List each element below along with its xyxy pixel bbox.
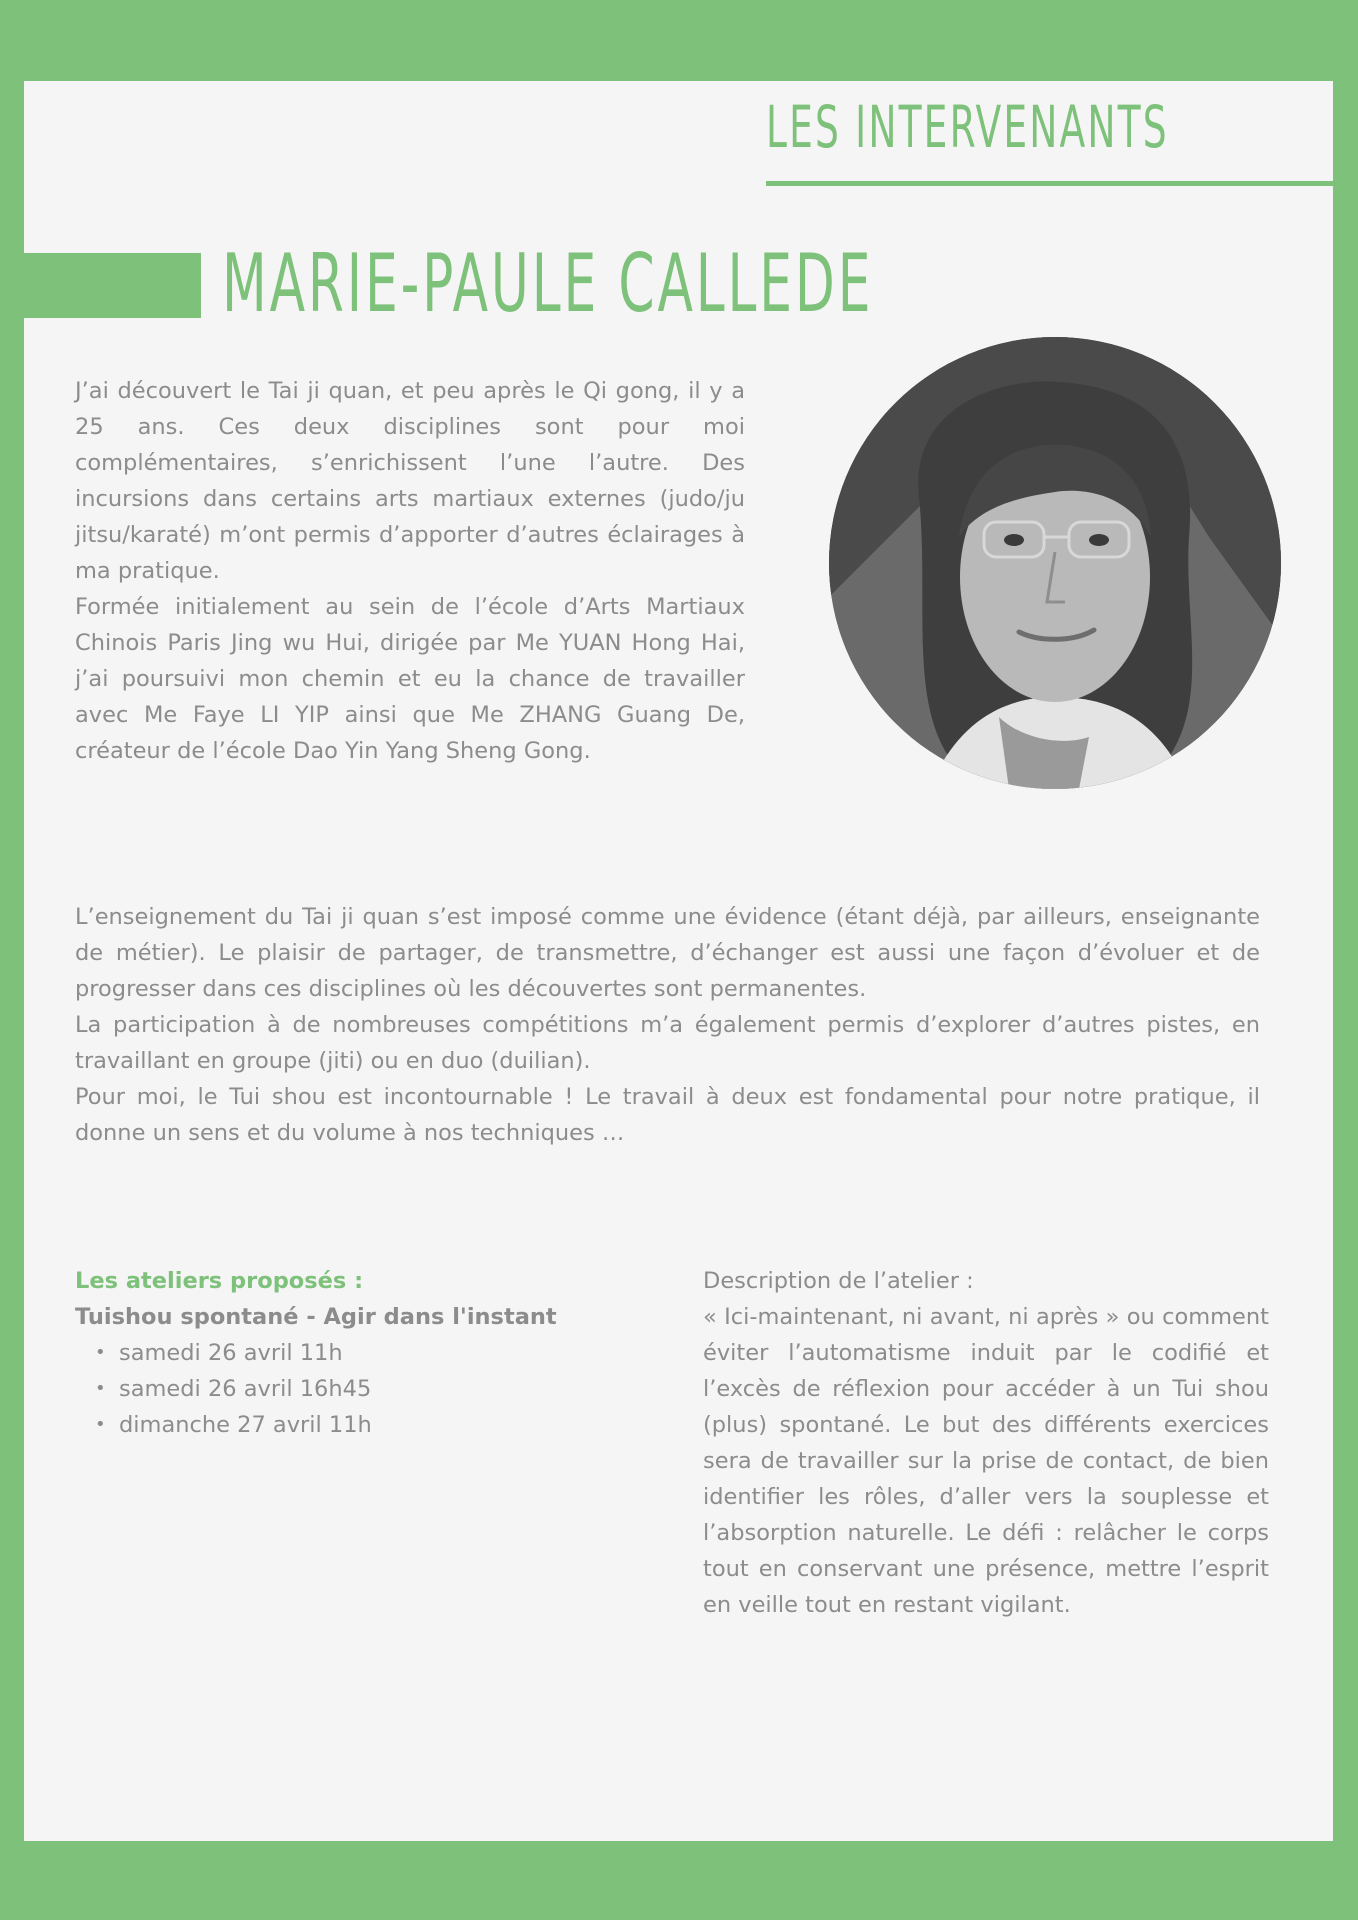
description-label: Description de l’atelier : xyxy=(703,1268,974,1294)
description-text: « Ici-maintenant, ni avant, ni après » ou comment éviter l’automatisme induit par le codifié et l’excès de réflexion pour accéder à un Tui shou (plus) spontané. Le but des différents exercices sera de travailler sur la prise de contact, de bien identifier les rôles, d’aller vers la souplesse et l’absorption naturelle. Le défi : relâcher le corps tout en conservant une présence, mettre l’esprit en veille tout en restant vigilant. xyxy=(703,1304,1269,1618)
session-list xyxy=(75,1335,675,1443)
bio-teaching xyxy=(75,899,1260,1151)
workshops-section xyxy=(75,1263,675,1443)
bio-paragraph: L’enseignement du Tai ji quan s’est imposé comme une évidence (étant déjà, par ailleurs, enseignante de métier). Le plaisir de partager, de transmettre, d’échanger est aussi une façon d’évoluer et de progresser dans ces disciplines où les découvertes sont permanentes. xyxy=(75,904,1260,1002)
person-name: MARIE-PAULE CALLEDE xyxy=(222,237,874,330)
workshop-description xyxy=(703,1263,1269,1623)
workshop-title: Tuishou spontané - Agir dans l'instant xyxy=(75,1304,557,1330)
portrait-illustration xyxy=(829,337,1281,789)
bio-intro xyxy=(75,373,745,769)
page-card xyxy=(24,81,1333,1841)
section-title: LES INTERVENANTS xyxy=(766,93,1169,161)
session-item: • samedi 26 avril 16h45 xyxy=(95,1371,675,1407)
bio-paragraph: La participation à de nombreuses compétitions m’a également permis d’explorer d’autres pistes, en travaillant en groupe (jiti) ou en duo (duilian). xyxy=(75,1012,1260,1074)
portrait-photo xyxy=(829,337,1281,789)
workshops-heading: Les ateliers proposés : xyxy=(75,1268,364,1294)
bio-paragraph: J’ai découvert le Tai ji quan, et peu après le Qi gong, il y a 25 ans. Ces deux disciplines sont pour moi complémentaires, s’enrichissent l’une l’autre. Des incursions dans certains arts martiaux externes (judo/ju jitsu/karaté) m’ont permis d’apporter d’autres éclairages à ma pratique. xyxy=(75,378,745,584)
section-title-underline xyxy=(766,181,1335,186)
name-accent-bar xyxy=(24,253,201,318)
bio-paragraph: Pour moi, le Tui shou est incontournable ! Le travail à deux est fondamental pour notre pratique, il donne un sens et du volume à nos techniques … xyxy=(75,1084,1260,1146)
session-item: • samedi 26 avril 11h xyxy=(95,1335,675,1371)
bio-paragraph: Formée initialement au sein de l’école d’Arts Martiaux Chinois Paris Jing wu Hui, dirigée par Me YUAN Hong Hai, j’ai poursuivi mon chemin et eu la chance de travailler avec Me Faye LI YIP ainsi que Me ZHANG Guang De, créateur de l’école Dao Yin Yang Sheng Gong. xyxy=(75,594,745,764)
session-item: • dimanche 27 avril 11h xyxy=(95,1407,675,1443)
